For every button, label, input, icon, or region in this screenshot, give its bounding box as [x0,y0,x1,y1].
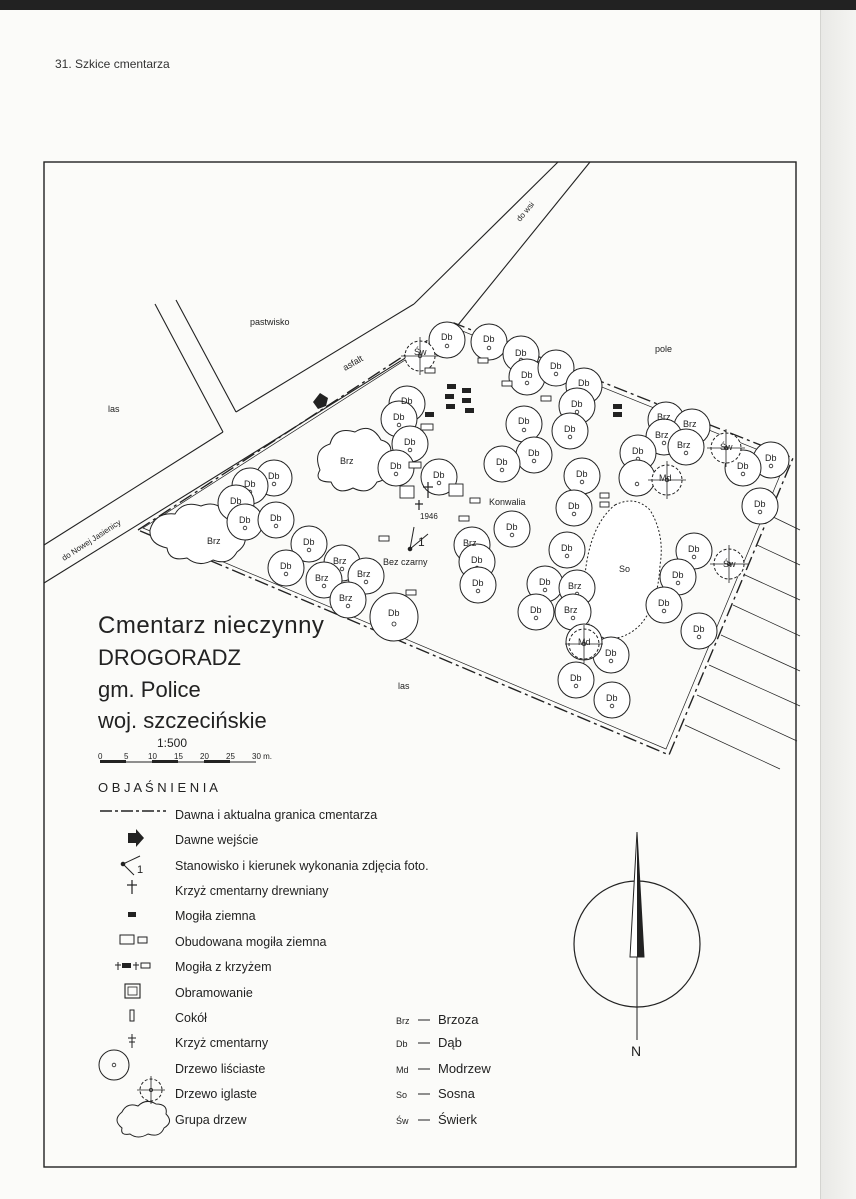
svg-text:Brz: Brz [655,430,669,440]
svg-text:Db: Db [506,522,518,532]
svg-text:25: 25 [226,752,235,761]
page-caption: 31. Szkice cmentarza [55,57,170,71]
label-photo-number: 1 [418,535,425,549]
svg-text:Brz: Brz [463,538,477,548]
label-konwalia: Konwalia [489,497,526,507]
legend-item-tree-group: Grupa drzew [175,1113,247,1127]
svg-text:Db: Db [605,648,617,658]
svg-text:Brz: Brz [339,593,353,603]
svg-text:Db: Db [270,513,282,523]
svg-text:Brz: Brz [315,573,329,583]
label-pastwisko: pastwisko [250,317,290,327]
species-key [396,1012,491,1127]
svg-text:Db: Db [268,471,280,481]
svg-text:Db: Db [433,470,445,480]
svg-text:Św: Św [720,442,733,452]
svg-text:Db: Db [632,446,644,456]
svg-text:Db: Db [693,624,705,634]
label-do-nowej-jasienicy: do Nowej Jasienicy [60,517,123,563]
svg-text:Db: Db [441,332,453,342]
legend-item-wooden-cross: Krzyż cmentarny drewniany [175,884,329,898]
label-las-left: las [108,404,120,414]
svg-text:20: 20 [200,752,209,761]
label-bez-czarny: Bez czarny [383,557,428,567]
legend-item-deciduous: Drzewo liściaste [175,1062,266,1076]
svg-text:Db: Db [280,561,292,571]
svg-text:Db: Db [401,396,413,406]
svg-text:Db: Db [396,1039,408,1049]
svg-text:Świerk: Świerk [438,1112,478,1127]
svg-text:Db: Db [688,544,700,554]
svg-text:1:500: 1:500 [157,736,188,750]
svg-text:Db: Db [471,555,483,565]
svg-text:Db: Db [571,399,583,409]
svg-text:Św: Św [723,559,736,569]
legend-item-photo: Stanowisko i kierunek wykonania zdjęcia foto. [175,859,429,873]
svg-text:Db: Db [539,577,551,587]
svg-text:Db: Db [754,499,766,509]
svg-text:10: 10 [148,752,157,761]
legend-heading: O B J A Ś N I E N I A [98,780,218,795]
svg-text:Brzoza: Brzoza [438,1012,479,1027]
legend-item-old-entrance: Dawne wejście [175,833,259,847]
legend-item-built-grave: Obudowana mogiła ziemna [175,935,327,949]
svg-text:Db: Db [564,424,576,434]
svg-text:Db: Db [528,448,540,458]
label-do-wsi: do wsi [514,200,537,224]
legend-item-frame: Obramowanie [175,986,253,1000]
svg-text:Dąb: Dąb [438,1035,462,1050]
svg-text:5: 5 [124,752,129,761]
legend-symbols [99,811,170,1137]
label-asfalt: asfalt [341,353,365,373]
svg-text:Db: Db [765,453,777,463]
svg-text:Db: Db [388,608,400,618]
legend-item-cemetery-cross: Krzyż cmentarny [175,1036,269,1050]
svg-text:Db: Db [483,334,495,344]
svg-text:Db: Db [578,378,590,388]
svg-text:Brz: Brz [677,440,691,450]
svg-text:Db: Db [576,469,588,479]
svg-text:15: 15 [174,752,183,761]
legend-item-plinth: Cokół [175,1011,207,1025]
svg-text:Sosna: Sosna [438,1086,475,1101]
label-las-bottom: las [398,681,410,691]
svg-text:Md: Md [396,1065,409,1075]
svg-text:Db: Db [568,501,580,511]
svg-text:Brz: Brz [357,569,371,579]
north-label: N [631,1043,642,1059]
svg-text:Db: Db [515,348,527,358]
svg-text:Brz: Brz [568,581,582,591]
svg-text:Brz: Brz [340,456,354,466]
legend-item-grave-with-cross: Mogiła z krzyżem [175,960,272,974]
legend-photo-number: 1 [137,864,144,876]
north-arrow [574,832,700,1059]
legend-item-boundary: Dawna i aktualna granica cmentarza [175,808,378,822]
svg-text:Modrzew: Modrzew [438,1061,491,1076]
svg-text:Md: Md [659,473,672,483]
svg-text:Db: Db [561,543,573,553]
svg-text:Db: Db [390,461,402,471]
legend-item-grave: Mogiła ziemna [175,909,256,923]
svg-text:Db: Db [658,598,670,608]
svg-text:Db: Db [303,537,315,547]
svg-text:So: So [396,1090,408,1100]
svg-text:Brz: Brz [396,1016,410,1026]
svg-text:Db: Db [518,416,530,426]
svg-text:Brz: Brz [207,536,221,546]
svg-text:Db: Db [393,412,405,422]
svg-text:Db: Db [606,693,618,703]
svg-text:Św: Św [396,1116,409,1126]
svg-text:Brz: Brz [333,556,347,566]
svg-text:Db: Db [404,437,416,447]
svg-text:0: 0 [98,752,103,761]
label-pole: pole [655,344,673,354]
svg-text:Db: Db [230,496,242,506]
svg-text:Db: Db [244,479,256,489]
svg-text:Cmentarz nieczynny: Cmentarz nieczynny [98,612,325,639]
svg-text:Db: Db [239,515,251,525]
legend-labels [137,808,429,1127]
svg-text:woj. szczecińskie: woj. szczecińskie [98,708,267,733]
svg-text:Db: Db [737,461,749,471]
svg-text:Brz: Brz [564,605,578,615]
label-year: 1946 [420,512,438,521]
svg-text:Db: Db [472,578,484,588]
svg-text:gm. Police: gm. Police [98,677,201,702]
map-title [97,612,324,733]
old-entrance-marker [313,393,328,409]
svg-text:So: So [619,564,631,574]
svg-text:Brz: Brz [657,412,671,422]
svg-text:Db: Db [521,370,533,380]
svg-text:Db: Db [530,605,542,615]
svg-text:Db: Db [496,457,508,467]
svg-text:Db: Db [570,673,582,683]
svg-text:30 m.: 30 m. [252,752,273,761]
legend-item-conifer: Drzewo iglaste [175,1087,257,1101]
svg-text:Db: Db [550,361,562,371]
svg-text:Brz: Brz [683,419,697,429]
svg-text:Św: Św [414,347,427,357]
scale-bar [98,736,272,763]
svg-text:Db: Db [672,570,684,580]
svg-text:DROGORADZ: DROGORADZ [98,645,241,670]
svg-text:Md: Md [578,637,591,647]
